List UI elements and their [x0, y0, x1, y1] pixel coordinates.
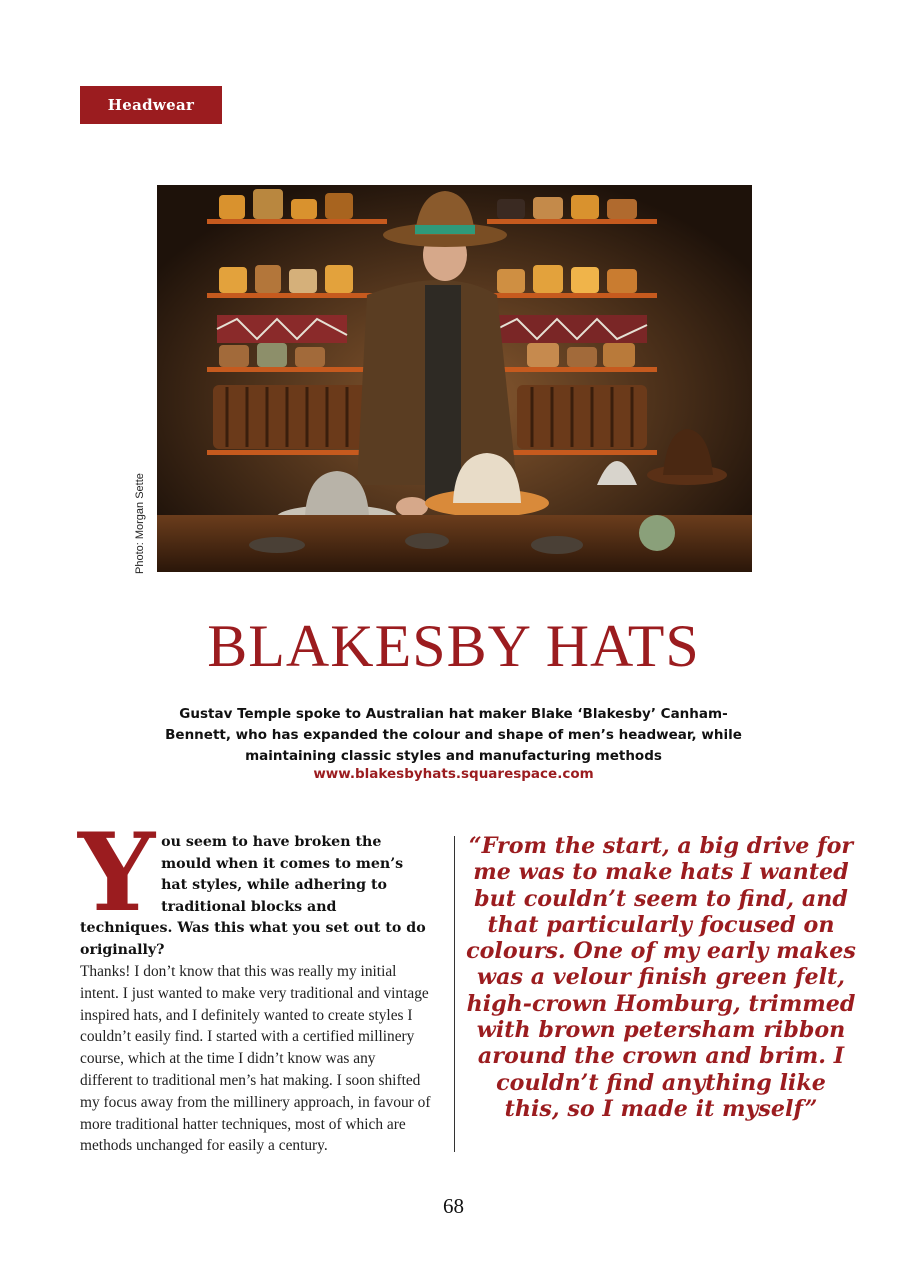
standfirst: Gustav Temple spoke to Australian hat maker Blake ‘Blakesby’ Canham-Bennett, who has expanded the colour and shape of men’s headwear, while maintaining classic styles and manufacturing methods: [165, 706, 742, 764]
hatmaker-workshop-photo: [157, 185, 752, 572]
website-link[interactable]: www.blakesbyhats.squarespace.com: [313, 766, 594, 782]
pull-quote: “From the start, a big drive for me was to make hats I wanted but couldn’t seem to find, and that particularly focused on colours. One of my early makes was a velour finish green felt, high-crown Homburg, trimmed with brown petersham ribbon around the crown and brim. I couldn’t find anything like this, so I made it myself”: [466, 833, 856, 1122]
article-body: [78, 810, 432, 1157]
drop-cap: Y: [78, 810, 156, 936]
article-title: BLAKESBY HATS: [207, 613, 700, 679]
column-divider: [454, 836, 455, 1152]
photo-credit: Photo: Morgan Sette: [134, 473, 146, 574]
section-tag: Headwear: [80, 86, 222, 124]
page-number: 68: [443, 1194, 464, 1218]
interview-answer: Thanks! I don’t know that this was really my initial intent. I just wanted to make very traditional and vintage inspired hats, and I definitely wanted to create styles I couldn’t easily find. I started with a certified millinery course, which at the time I didn’t know was any different to traditional men’s hat making. I soon shifted my focus away from the millinery approach, in favour of more traditional hatter techniques, most of which are methods unchanged for easily a century.: [80, 963, 431, 1155]
interview-question: ou seem to have broken the mould when it comes to men’s hat styles, while adhering to traditional blocks and techniques. Was this what you set out to do originally?: [80, 834, 426, 958]
